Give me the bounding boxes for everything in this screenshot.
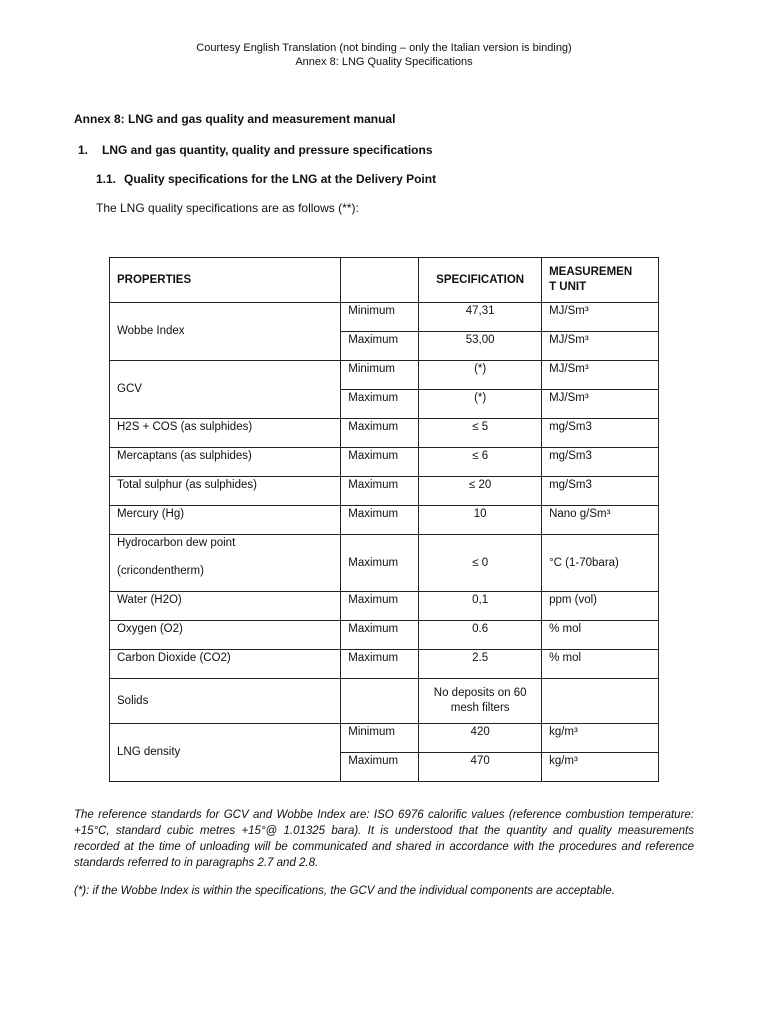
header-translation-note: Courtesy English Translation (not binding – only the Italian version is binding) [196,42,572,54]
unit-cell: MJ/Sm³ [542,332,659,361]
property-solids: Solids [110,679,341,724]
section-1-1-title: Quality specifications for the LNG at the Delivery Point [124,172,437,186]
spec-value: ≤ 6 [419,448,542,477]
property-wobbe: Wobbe Index [110,303,341,361]
spec-value: 2.5 [419,650,542,679]
spec-value: 47,31 [419,303,542,332]
limit-cell: Maximum [341,592,419,621]
spec-value: 0,1 [419,592,542,621]
property-water: Water (H2O) [110,592,341,621]
limit-cell: Maximum [341,621,419,650]
dew-point-line2: (cricondentherm) [117,565,204,577]
unit-cell [542,679,659,724]
section-1-number: 1. [78,143,89,157]
header-unit-line1: MEASUREMEN [549,266,633,278]
solids-value-line2: mesh filters [450,702,510,714]
limit-cell: Maximum [341,390,419,419]
table-row [110,679,659,724]
limit-cell: Minimum [341,361,419,390]
spec-value [419,679,542,724]
spec-value: 53,00 [419,332,542,361]
limit-cell: Minimum [341,724,419,753]
spec-value: ≤ 5 [419,419,542,448]
spec-value: ≤ 20 [419,477,542,506]
table-row [110,535,659,592]
header-unit [542,258,659,303]
property-gcv: GCV [110,361,341,419]
limit-cell [341,679,419,724]
spec-value: 0.6 [419,621,542,650]
section-1-1-number: 1.1. [96,172,117,186]
section-1-title: LNG and gas quantity, quality and pressure specifications [102,143,433,157]
table-row [110,592,659,621]
section-1-1-heading [96,172,436,187]
unit-cell: MJ/Sm³ [542,303,659,332]
dew-point-line1: Hydrocarbon dew point [117,537,236,549]
spec-value: 470 [419,753,542,782]
unit-cell: MJ/Sm³ [542,361,659,390]
limit-cell: Maximum [341,419,419,448]
section-1-heading [78,143,433,158]
table-row [110,303,659,332]
property-co2: Carbon Dioxide (CO2) [110,650,341,679]
reference-standards-note: The reference standards for GCV and Wobbe Index are: ISO 6976 calorific values (reference combustion temperature: +15°C, standard cubic metres +15°@ 1.01325 bara). It is understood that the quantity and quality measurements recorded at the time of unloading will be communicated and shared in accordance with the procedures and reference standards referred to in paragraphs 2.7 and 2.8. [74,809,694,869]
limit-cell: Maximum [341,650,419,679]
spec-value: (*) [419,361,542,390]
header-limit [341,258,419,303]
limit-cell: Maximum [341,332,419,361]
unit-cell: % mol [542,621,659,650]
header-specification: SPECIFICATION [419,258,542,303]
asterisk-footnote: (*): if the Wobbe Index is within the specifications, the GCV and the individual components are acceptable. [74,885,615,897]
spec-value: 10 [419,506,542,535]
spec-value: 420 [419,724,542,753]
spec-value: (*) [419,390,542,419]
table-header-row [110,258,659,303]
table-row [110,650,659,679]
annex-heading: Annex 8: LNG and gas quality and measurement manual [74,112,396,126]
unit-cell: ppm (vol) [542,592,659,621]
solids-value-line1: No deposits on 60 [433,687,527,699]
unit-cell: °C (1-70bara) [542,535,659,592]
intro-text: The LNG quality specifications are as follows (**): [96,201,359,215]
table-row [110,477,659,506]
table-row [110,724,659,753]
property-mercaptans: Mercaptans (as sulphides) [110,448,341,477]
table-row [110,419,659,448]
table-row [110,506,659,535]
limit-cell: Maximum [341,506,419,535]
unit-cell: mg/Sm3 [542,419,659,448]
property-lng-density: LNG density [110,724,341,782]
property-h2s: H2S + COS (as sulphides) [110,419,341,448]
property-dew-point [110,535,341,592]
header-annex-title: Annex 8: LNG Quality Specifications [295,56,473,68]
limit-cell: Maximum [341,535,419,592]
limit-cell: Minimum [341,303,419,332]
limit-cell: Maximum [341,448,419,477]
table-row [110,448,659,477]
limit-cell: Maximum [341,477,419,506]
unit-cell: mg/Sm3 [542,477,659,506]
spec-value: ≤ 0 [419,535,542,592]
unit-cell: MJ/Sm³ [542,390,659,419]
limit-cell: Maximum [341,753,419,782]
table-row [110,621,659,650]
unit-cell: mg/Sm3 [542,448,659,477]
property-total-sulphur: Total sulphur (as sulphides) [110,477,341,506]
property-oxygen: Oxygen (O2) [110,621,341,650]
unit-cell: % mol [542,650,659,679]
unit-cell: kg/m³ [542,753,659,782]
header-properties: PROPERTIES [110,258,341,303]
table-row [110,361,659,390]
lng-spec-table [109,257,659,782]
unit-cell: kg/m³ [542,724,659,753]
header-unit-line2: T UNIT [549,281,587,293]
unit-cell: Nano g/Sm³ [542,506,659,535]
property-mercury: Mercury (Hg) [110,506,341,535]
